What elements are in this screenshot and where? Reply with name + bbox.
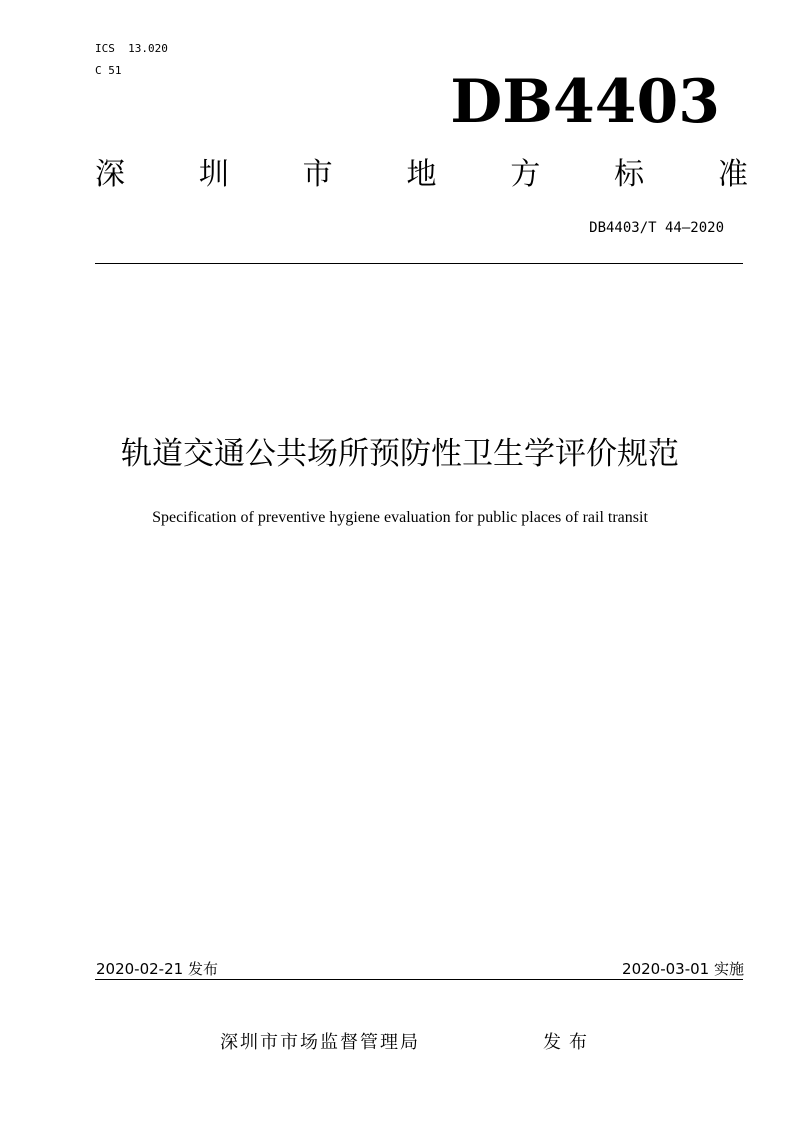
- standard-type-char: 圳: [198, 157, 229, 192]
- bottom-divider: [95, 979, 743, 980]
- standard-type-char: 标: [614, 157, 645, 192]
- standard-number: DB4403/T 44—2020: [589, 220, 724, 236]
- standard-code-heading: DB4403: [450, 67, 720, 137]
- standard-type-char: 深: [95, 157, 125, 192]
- top-divider: [95, 263, 743, 264]
- standard-type-char: 地: [406, 157, 437, 192]
- issue-date: 2020-02-21 发布: [96, 960, 218, 978]
- standard-type-char: 准: [717, 157, 748, 192]
- standard-type-label: [95, 154, 748, 196]
- standard-type-char: 方: [510, 157, 541, 192]
- title-chinese: 轨道交通公共场所预防性卫生学评价规范: [121, 436, 679, 472]
- issuer-line: [0, 1030, 800, 1056]
- issuer-suffix: 发布: [543, 1032, 595, 1053]
- standard-type-char: 市: [302, 157, 333, 192]
- ccs-code: C 51: [95, 64, 122, 77]
- ics-code: ICS 13.020: [95, 42, 168, 55]
- title-english: Specification of preventive hygiene evaluation for public places of rail transit: [152, 509, 648, 526]
- issuer-name: 深圳市市场监督管理局: [220, 1032, 420, 1053]
- implementation-date: 2020-03-01 实施: [622, 960, 744, 978]
